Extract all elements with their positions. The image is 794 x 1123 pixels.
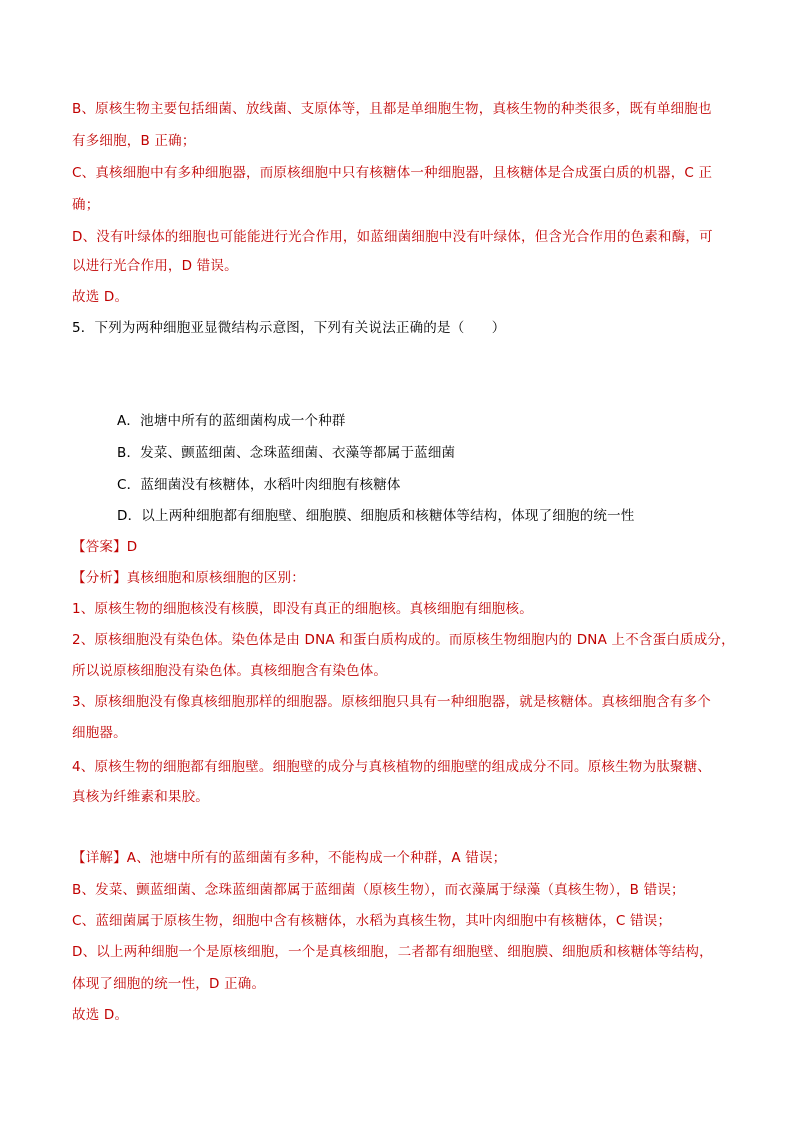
analysis-line: 所以说原核细胞没有染色体。真核细胞含有染色体。 bbox=[72, 663, 388, 679]
analysis-line: 真核为纤维素和果胶。 bbox=[72, 789, 209, 805]
detail-line: D、以上两种细胞一个是原核细胞，一个是真核细胞，二者都有细胞壁、细胞膜、细胞质和核糖体等结构， bbox=[72, 944, 713, 960]
analysis-line: 2、原核细胞没有染色体。染色体是由 DNA 和蛋白质构成的。而原核生物细胞内的 DNA 上不含蛋白质成分， bbox=[72, 632, 735, 648]
analysis-line: 细胞器。 bbox=[72, 725, 127, 741]
analysis-line: 3、原核细胞没有像真核细胞那样的细胞器。原核细胞只具有一种细胞器，就是核糖体。真核细胞含有多个 bbox=[72, 694, 711, 710]
analysis-line: 1、原核生物的细胞核没有核膜，即没有真正的细胞核。真核细胞有细胞核。 bbox=[72, 601, 533, 617]
prev-explanation-line: 故选 D。 bbox=[72, 289, 129, 305]
prev-explanation-line: D、没有叶绿体的细胞也可能能进行光合作用，如蓝细菌细胞中没有叶绿体，但含光合作用的色素和酶，可 bbox=[72, 229, 713, 245]
question-option-d: D．以上两种细胞都有细胞壁、细胞膜、细胞质和核糖体等结构，体现了细胞的统一性 bbox=[117, 508, 635, 524]
question-option-a: A．池塘中所有的蓝细菌构成一个种群 bbox=[117, 413, 346, 429]
prev-explanation-line: 确； bbox=[72, 197, 100, 213]
detail-line: B、发菜、颤蓝细菌、念珠蓝细菌都属于蓝细菌（原核生物），而衣藻属于绿藻（真核生物），B 错误； bbox=[72, 882, 685, 898]
question-option-b: B．发菜、颤蓝细菌、念珠蓝细菌、衣藻等都属于蓝细菌 bbox=[117, 445, 456, 461]
analysis-line: 4、原核生物的细胞都有细胞壁。细胞壁的成分与真核植物的细胞壁的组成成分不同。原核生物为肽聚糖、 bbox=[72, 759, 711, 775]
detail-line: 故选 D。 bbox=[72, 1007, 129, 1023]
detail-line: C、蓝细菌属于原核生物，细胞中含有核糖体，水稻为真核生物，其叶肉细胞中有核糖体，C 错误； bbox=[72, 913, 672, 929]
prev-explanation-line: B、原核生物主要包括细菌、放线菌、支原体等，且都是单细胞生物，真核生物的种类很多，既有单细胞也 bbox=[72, 101, 712, 117]
analysis-heading: 【分析】真核细胞和原核细胞的区别： bbox=[72, 570, 305, 586]
prev-explanation-line: 有多细胞，B 正确； bbox=[72, 133, 196, 149]
prev-explanation-line: C、真核细胞中有多种细胞器，而原核细胞中只有核糖体一种细胞器，且核糖体是合成蛋白质的机器，C 正 bbox=[72, 165, 713, 181]
detail-line: 体现了细胞的统一性，D 正确。 bbox=[72, 976, 266, 992]
question-option-c: C．蓝细菌没有核糖体，水稻叶肉细胞有核糖体 bbox=[117, 477, 401, 493]
detail-line: 【详解】A、池塘中所有的蓝细菌有多种，不能构成一个种群，A 错误； bbox=[72, 850, 507, 866]
question-stem: 5．下列为两种细胞亚显微结构示意图，下列有关说法正确的是（ ） bbox=[72, 320, 506, 336]
answer-line: 【答案】D bbox=[72, 539, 138, 555]
prev-explanation-line: 以进行光合作用，D 错误。 bbox=[72, 258, 238, 274]
